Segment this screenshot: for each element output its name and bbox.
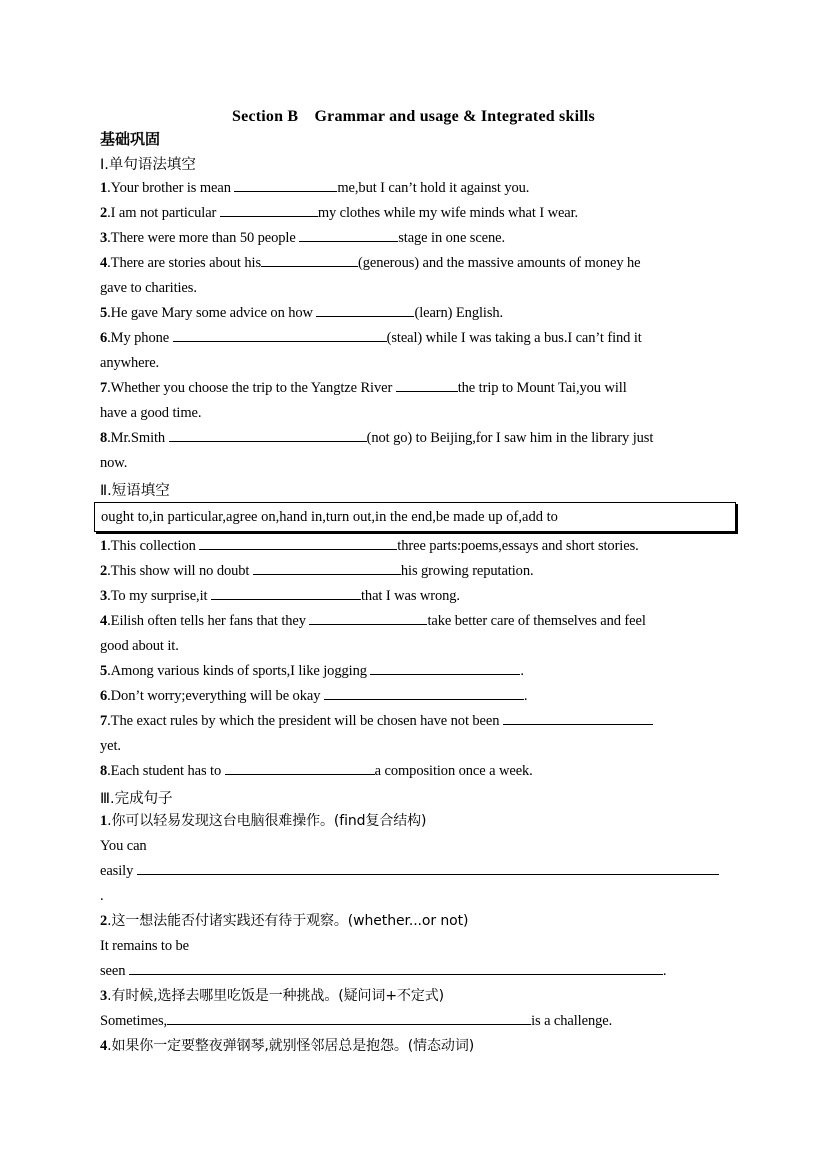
item-text: take better care of themselves and feel	[427, 613, 646, 629]
part3-item-2-line2	[100, 959, 666, 984]
item-text: easily	[100, 863, 137, 879]
answer-blank[interactable]	[173, 327, 387, 342]
item-number: 6	[100, 688, 108, 704]
item-text: (learn) English.	[414, 305, 504, 321]
part1-item-4-cont: gave to charities.	[100, 280, 197, 296]
item-text: his growing reputation.	[400, 563, 534, 579]
answer-blank[interactable]	[309, 610, 427, 625]
item-text: a composition once a week.	[374, 763, 533, 779]
part1-item-7	[100, 376, 627, 401]
item-prompt: .这一想法能否付诸实践还有待于观察。(whether...or not)	[107, 913, 469, 929]
item-number: 8	[100, 430, 108, 446]
part3-label: Ⅲ.完成句子	[100, 791, 173, 807]
answer-blank[interactable]	[234, 177, 337, 192]
part1-item-1	[100, 176, 529, 201]
item-text: .Don’t worry;everything will be okay	[107, 688, 324, 704]
section-heading: 基础巩固	[100, 130, 161, 148]
item-text: me,but I can’t hold it against you.	[337, 180, 530, 196]
item-text: .Eilish often tells her fans that they	[107, 613, 310, 629]
item-text: .The exact rules by which the president will be chosen have not been	[107, 713, 503, 729]
item-text: .	[662, 963, 667, 979]
item-text: (generous) and the massive amounts of money he	[357, 255, 641, 271]
item-number: 1	[100, 180, 108, 196]
part3-item-1-line3: .	[100, 888, 104, 904]
part3-item-3-line1	[100, 1009, 612, 1034]
item-text: three parts:poems,essays and short stories.	[397, 538, 639, 554]
part2-item-7	[100, 709, 653, 734]
item-text: (not go) to Beijing,for I saw him in the library just	[366, 430, 654, 446]
answer-blank[interactable]	[129, 960, 663, 975]
answer-blank[interactable]	[225, 760, 375, 775]
part1-item-4	[100, 251, 641, 276]
item-text: .Each student has to	[107, 763, 225, 779]
part2-label: Ⅱ.短语填空	[100, 483, 170, 499]
item-prompt: .如果你一定要整夜弹钢琴,就别怪邻居总是抱怨。(情态动词)	[107, 1038, 475, 1054]
part1-item-6	[100, 326, 642, 351]
item-text: .My phone	[107, 330, 173, 346]
item-number: 3	[100, 230, 108, 246]
item-number: 6	[100, 330, 108, 346]
part2-item-4-cont: good about it.	[100, 638, 179, 654]
item-number: 4	[100, 255, 108, 271]
answer-blank[interactable]	[199, 535, 397, 550]
item-text: .Whether you choose the trip to the Yangtze River	[107, 380, 396, 396]
item-number: 5	[100, 305, 108, 321]
part1-label: Ⅰ.单句语法填空	[100, 157, 196, 173]
part2-item-5	[100, 659, 524, 684]
part3-item-3	[100, 984, 444, 1009]
answer-blank[interactable]	[370, 660, 520, 675]
item-number: 1	[100, 538, 108, 554]
part3-item-2-line1: It remains to be	[100, 938, 189, 954]
item-text: .He gave Mary some advice on how	[107, 305, 317, 321]
item-text: .This show will no doubt	[107, 563, 253, 579]
part1-item-8-cont: now.	[100, 455, 128, 471]
answer-blank[interactable]	[299, 227, 398, 242]
item-text: Sometimes,	[100, 1013, 168, 1029]
item-number: 4	[100, 1038, 108, 1054]
item-text: is a challenge.	[531, 1013, 613, 1029]
part2-item-2	[100, 559, 534, 584]
item-number: 2	[100, 913, 108, 929]
answer-blank[interactable]	[261, 252, 358, 267]
phrase-bank: ought to,in particular,agree on,hand in,turn out,in the end,be made up of,add to	[101, 509, 558, 525]
item-text: .	[523, 688, 528, 704]
part3-item-1-line2	[100, 859, 719, 884]
part1-item-8	[100, 426, 653, 451]
answer-blank[interactable]	[211, 585, 361, 600]
answer-blank[interactable]	[220, 202, 318, 217]
part1-item-6-cont: anywhere.	[100, 355, 160, 371]
item-prompt: .你可以轻易发现这台电脑很难操作。(find复合结构)	[107, 813, 427, 829]
answer-blank[interactable]	[396, 377, 458, 392]
answer-blank[interactable]	[137, 860, 719, 875]
answer-blank[interactable]	[324, 685, 524, 700]
item-number: 7	[100, 713, 108, 729]
item-text: .Among various kinds of sports,I like jogging	[107, 663, 371, 679]
part3-item-4	[100, 1034, 474, 1059]
item-text: .To my surprise,it	[107, 588, 211, 604]
item-text: .This collection	[107, 538, 200, 554]
answer-blank[interactable]	[253, 560, 401, 575]
part2-item-3	[100, 584, 460, 609]
item-number: 3	[100, 588, 108, 604]
item-text: that I was wrong.	[360, 588, 460, 604]
item-number: 8	[100, 763, 108, 779]
item-text: .Mr.Smith	[107, 430, 169, 446]
part2-item-7-cont: yet.	[100, 738, 121, 754]
answer-blank[interactable]	[503, 710, 653, 725]
answer-blank[interactable]	[167, 1010, 531, 1025]
item-text: stage in one scene.	[398, 230, 506, 246]
item-number: 4	[100, 613, 108, 629]
item-prompt: .有时候,选择去哪里吃饭是一种挑战。(疑问词+不定式)	[107, 988, 445, 1004]
item-text: seen	[100, 963, 129, 979]
part1-item-2	[100, 201, 578, 226]
item-number: 2	[100, 563, 108, 579]
part2-item-1	[100, 534, 639, 559]
item-number: 5	[100, 663, 108, 679]
part1-item-3	[100, 226, 505, 251]
part3-item-1-line1: You can	[100, 838, 147, 854]
item-text: .	[520, 663, 524, 679]
phrase-bank-box	[94, 502, 736, 532]
item-number: 3	[100, 988, 108, 1004]
item-text: (steal) while I was taking a bus.I can’t find it	[386, 330, 642, 346]
item-text: my clothes while my wife minds what I wear.	[317, 205, 579, 221]
part3-item-2	[100, 909, 468, 934]
item-text: .Your brother is mean	[107, 180, 235, 196]
item-text: the trip to Mount Tai,you will	[457, 380, 627, 396]
item-number: 2	[100, 205, 108, 221]
item-text: .There were more than 50 people	[107, 230, 300, 246]
item-text: .I am not particular	[107, 205, 220, 221]
part1-item-5	[100, 301, 503, 326]
page-title: Section B Grammar and usage & Integrated skills	[232, 108, 595, 125]
item-text: .There are stories about his	[107, 255, 261, 271]
part1-item-7-cont: have a good time.	[100, 405, 202, 421]
part2-item-6	[100, 684, 527, 709]
part2-item-4	[100, 609, 646, 634]
part2-item-8	[100, 759, 533, 784]
item-number: 7	[100, 380, 108, 396]
part3-item-1	[100, 809, 426, 834]
answer-blank[interactable]	[316, 302, 414, 317]
answer-blank[interactable]	[169, 427, 367, 442]
item-number: 1	[100, 813, 108, 829]
